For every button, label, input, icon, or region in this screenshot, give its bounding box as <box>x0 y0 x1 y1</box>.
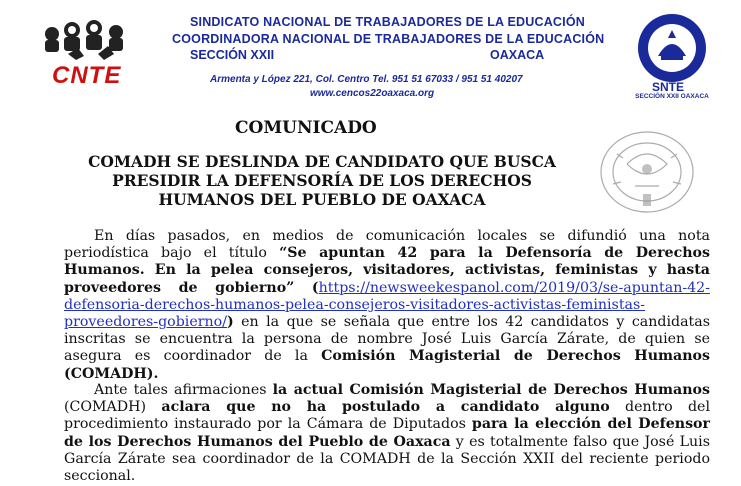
faded-stamp <box>587 124 707 224</box>
header-union-name: SINDICATO NACIONAL DE TRABAJADORES DE LA EDUCACIÓN <box>190 15 585 29</box>
header-website: www.cencos22oaxaca.org <box>310 88 435 99</box>
p2-text-a: Ante tales afirmaciones <box>94 382 273 398</box>
header-coordinator-name: COORDINADORA NACIONAL DE TRABAJADORES DE LA EDUCACIÓN <box>172 32 605 46</box>
p2-bold-3: para la elección del Defensor de los Derechos Humanos del Pueblo de Oaxaca <box>64 416 710 450</box>
snte-logo-text: SNTE <box>652 80 685 94</box>
snte-logo-sub: SECCIÓN XXII OAXACA <box>635 93 709 100</box>
title-line-3: HUMANOS DEL PUEBLO DE OAXACA <box>158 190 486 209</box>
news-article-link[interactable]: https://newsweekespanol.com/2019/03/se-apuntan-42-defensoria-derechos-humanos-pelea-consejeros-visitadores-activistas-feministas-proveedores-gobierno/ <box>64 279 710 331</box>
paragraph-1 <box>64 228 710 383</box>
p2-bold-1: la actual Comisión Magisterial de Derechos Humanos <box>272 382 710 398</box>
p1-text-a: En días pasados, en medios de comunicación locales se difundió una nota periodística bajo el título <box>64 228 710 262</box>
header-section-line <box>190 48 550 62</box>
p1-commission-name: Comisión Magisterial de Derechos Humanos (COMADH). <box>64 348 710 382</box>
snte-logo <box>628 12 716 104</box>
cnte-logo-text: CNTE <box>52 62 122 89</box>
paragraph-2 <box>64 382 710 485</box>
p2-bold-2: aclara que no ha postulado a candidato alguno <box>161 399 610 416</box>
p1-article-title: “Se apuntan 42 para la Defensoría de Derechos Humanos. En la pelea consejeros, visitadores, activistas, feministas y hasta proveedores de gobierno” <box>64 245 710 296</box>
document-heading: COMUNICADO <box>235 118 377 138</box>
header-state: OAXACA <box>490 48 545 62</box>
title-line-2: PRESIDIR LA DEFENSORÍA DE LOS DERECHOS <box>112 171 532 190</box>
p1-open-paren: ( <box>294 279 319 296</box>
p2-text-d: y es totalmente falso que José Luis García Zárate sea coordinador de la COMADH de la Sección XXII del reciente periodo seccional. <box>64 433 710 485</box>
header-section: SECCIÓN XXII <box>190 48 275 62</box>
header-address: Armenta y López 221, Col. Centro Tel. 951 51 67033 / 951 51 40207 <box>210 74 523 85</box>
p2-text-c: dentro del procedimiento instaurado por la Cámara de Diputados <box>64 399 710 433</box>
document-title <box>62 152 582 209</box>
p1-text-b: en la que se señala que entre los 42 candidatos y candidatas inscritas se encuentra la persona de nombre José Luis García Zárate, de quien se asegura es coordinador de la <box>64 314 710 365</box>
cnte-logo <box>38 18 134 92</box>
title-line-1: COMADH SE DESLINDA DE CANDIDATO QUE BUSCA <box>88 152 556 171</box>
p2-text-b: (COMADH) <box>64 399 162 416</box>
p1-close-paren: ) <box>226 314 234 331</box>
